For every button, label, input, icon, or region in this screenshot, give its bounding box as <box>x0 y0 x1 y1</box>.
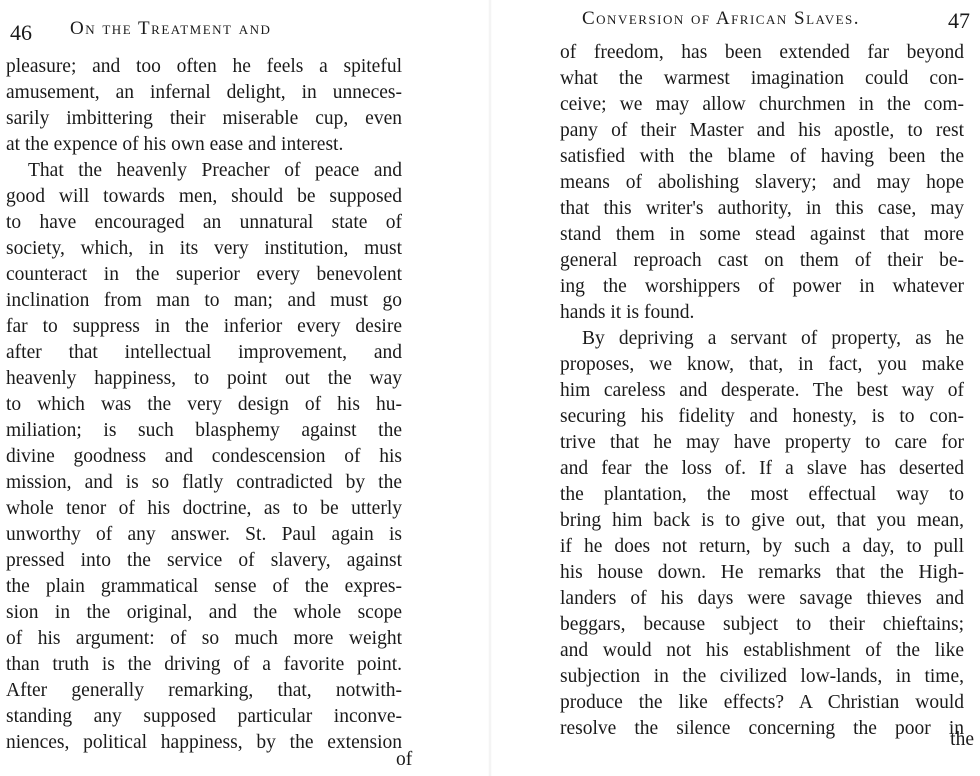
text-line: and would not his establishment of the like <box>560 640 964 661</box>
text-line: proposes, we know, that, in fact, you make <box>560 354 964 375</box>
left-page-number: 46 <box>10 20 32 45</box>
left-catchword: of <box>396 749 413 770</box>
right-catchword: the <box>950 729 974 750</box>
text-line: pressed into the service of slavery, against <box>6 550 402 571</box>
text-line: sarily imbittering their miserable cup, even <box>6 108 402 129</box>
text-line: standing any supposed particular inconve- <box>6 706 402 727</box>
text-line: after that intellectual improvement, and <box>6 342 402 363</box>
text-line: mission, and is so flatly contradicted by the <box>6 472 402 493</box>
text-line: securing his fidelity and honesty, is to con- <box>560 406 964 427</box>
text-line: beggars, because subject to their chieftains; <box>560 614 964 635</box>
text-line: hands it is found. <box>560 302 695 323</box>
right-page-text <box>560 40 964 742</box>
text-line: the plain grammatical sense of the expres- <box>6 576 402 597</box>
text-line: satisfied with the blame of having been the <box>560 146 964 167</box>
text-line: at the expence of his own ease and interest. <box>6 134 344 155</box>
text-line: sion in the original, and the whole scope <box>6 602 402 623</box>
left-page-header <box>10 6 430 46</box>
text-line: counteract in the superior every benevolent <box>6 264 402 285</box>
text-line: divine goodness and condescension of his <box>6 446 402 467</box>
text-line: trive that he may have property to care for <box>560 432 964 453</box>
text-line: the plantation, the most effectual way to <box>560 484 964 505</box>
text-line: unworthy of any answer. St. Paul again is <box>6 524 402 545</box>
text-line: to have encouraged an unnatural state of <box>6 212 402 233</box>
text-line: that this writer's authority, in this case, may <box>560 198 964 219</box>
text-line: of his argument: of so much more weight <box>6 628 402 649</box>
text-line: subjection in the civilized low-lands, in time, <box>560 666 964 687</box>
text-line: his house down. He remarks that the High- <box>560 562 964 583</box>
text-line: amusement, an infernal delight, in unneces- <box>6 82 402 103</box>
text-line: pany of their Master and his apostle, to rest <box>560 120 964 141</box>
text-line: produce the like effects? A Christian would <box>560 692 964 713</box>
text-line: means of abolishing slavery; and may hope <box>560 172 964 193</box>
right-page <box>490 0 980 776</box>
text-line: if he does not return, by such a day, to pull <box>560 536 964 557</box>
text-line: landers of his days were savage thieves and <box>560 588 964 609</box>
text-line: By depriving a servant of property, as he <box>582 328 964 349</box>
text-line: After generally remarking, that, notwith- <box>6 680 402 701</box>
text-line: That the heavenly Preacher of peace and <box>28 160 402 181</box>
text-line: whole tenor of his doctrine, as to be utterly <box>6 498 402 519</box>
text-line: general reproach cast on them of their be- <box>560 250 964 271</box>
text-line: resolve the silence concerning the poor in <box>560 718 964 739</box>
text-line: inclination from man to man; and must go <box>6 290 402 311</box>
right-page-number: 47 <box>948 8 970 33</box>
text-line: of freedom, has been extended far beyond <box>560 42 964 63</box>
text-line: pleasure; and too often he feels a spiteful <box>6 56 402 77</box>
text-line: miliation; is such blasphemy against the <box>6 420 402 441</box>
text-line: what the warmest imagination could con- <box>560 68 964 89</box>
text-line: bring him back is to give out, that you mean, <box>560 510 964 531</box>
text-line: society, which, in its very institution, must <box>6 238 402 259</box>
left-running-head: On the Treatment and <box>70 18 272 39</box>
text-line: stand them in some stead against that more <box>560 224 964 245</box>
text-line: heavenly happiness, to point out the way <box>6 368 402 389</box>
left-page-text <box>6 54 402 756</box>
text-line: ceive; we may allow churchmen in the com- <box>560 94 964 115</box>
text-line: good will towards men, should be supposed <box>6 186 402 207</box>
text-line: far to suppress in the inferior every desire <box>6 316 402 337</box>
text-line: him careless and desperate. The best way of <box>560 380 964 401</box>
text-line: niences, political happiness, by the extension <box>6 732 402 753</box>
text-line: and fear the loss of. If a slave has deserted <box>560 458 964 479</box>
text-line: than truth is the driving of a favorite point. <box>6 654 402 675</box>
text-line: to which was the very design of his hu- <box>6 394 402 415</box>
right-running-head: Conversion of African Slaves. <box>582 8 861 29</box>
text-line: ing the worshippers of power in whatever <box>560 276 964 297</box>
